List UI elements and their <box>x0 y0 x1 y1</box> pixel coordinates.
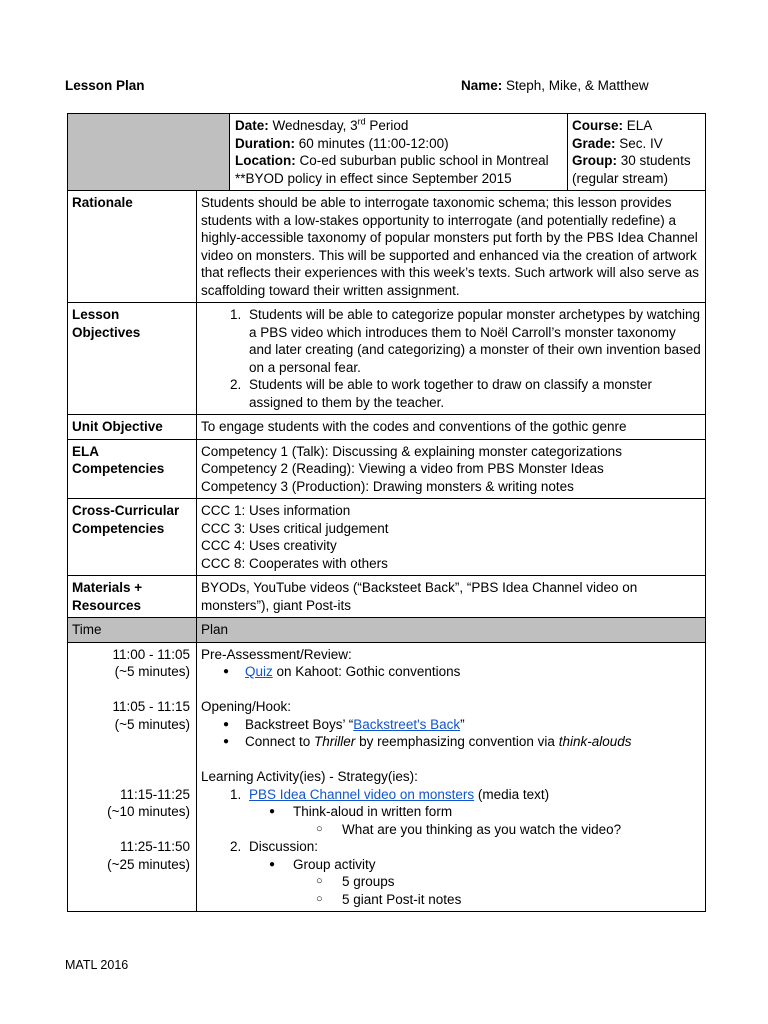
objective-item: 2. Students will be able to work together to draw on classify a monster assigned to them by the teacher. <box>245 376 701 411</box>
grade-line: Grade: Sec. IV <box>572 135 663 151</box>
plan-header: Plan <box>197 618 706 643</box>
list-item: ● Connect to Thriller by reemphasizing convention via think-alouds <box>245 733 701 751</box>
list-item: ● Group activity ○ 5 groups ○ 5 giant Post-it notes <box>289 856 701 909</box>
materials-row <box>68 576 706 618</box>
ccc-cell <box>197 499 706 576</box>
schedule-header-row <box>68 618 706 643</box>
list-item: ○ 5 giant Post-it notes <box>338 891 701 909</box>
ccc-line: CCC 4: Uses creativity <box>201 538 337 553</box>
rationale-label: Rationale <box>68 191 197 303</box>
lesson-plan-table <box>67 113 706 912</box>
list-item: ○ 5 groups <box>338 873 701 891</box>
plan-column <box>197 642 706 912</box>
backstreets-back-link[interactable]: Backstreet's Back <box>353 716 461 732</box>
ela-row <box>68 439 706 499</box>
time-range: 11:15-11:25 <box>119 786 190 802</box>
learning-activities-heading: Learning Activity(ies) - Strategy(ies): <box>201 769 418 784</box>
unit-objective-row <box>68 415 706 440</box>
opening-heading: Opening/Hook: <box>201 699 292 714</box>
ccc-line: CCC 1: Uses information <box>201 503 351 518</box>
list-item: ● Backstreet Boys’ “Backstreet's Back” <box>245 716 701 734</box>
time-duration: (~5 minutes) <box>114 664 190 679</box>
objectives-list <box>201 306 701 411</box>
ela-cell <box>197 439 706 499</box>
objective-item: 1. Students will be able to categorize popular monster archetypes by watching a PBS video which introduces them to Noël Carroll’s monster taxonomy and later creating (and categorizing) a monster of their own invention based on a personal fear. <box>245 306 701 376</box>
list-item: 2. Discussion: ● Group activity ○ 5 groups ○ 5 giant Post-it notes <box>245 838 701 908</box>
materials-text: BYODs, YouTube videos (“Backsteet Back”, “PBS Idea Channel video on monsters”), giant Post-its <box>197 576 706 618</box>
objectives-cell <box>197 303 706 415</box>
list-item: ● Think-aloud in written form ○ What are you thinking as you watch the video? <box>289 803 701 838</box>
author-names: Name: Steph, Mike, & Matthew <box>461 78 649 93</box>
rationale-row <box>68 191 706 303</box>
competency-line: Competency 3 (Production): Drawing monsters & writing notes <box>201 478 574 494</box>
info-row <box>68 114 706 191</box>
group-note: (regular stream) <box>572 170 669 186</box>
date-line: Date: Wednesday, 3rd Period <box>235 116 409 133</box>
pre-assessment-list <box>201 663 701 681</box>
time-range: 11:25-11:50 <box>119 839 190 854</box>
time-header: Time <box>68 618 197 643</box>
pre-assessment-heading: Pre-Assessment/Review: <box>201 646 352 662</box>
time-duration: (~5 minutes) <box>114 716 190 732</box>
schedule-row <box>68 642 706 912</box>
group-line: Group: 30 students <box>572 153 691 168</box>
page-footer: MATL 2016 <box>65 958 129 972</box>
page-header <box>65 78 705 96</box>
opening-list <box>201 716 701 751</box>
unit-objective-label: Unit Objective <box>68 415 197 440</box>
course-info-cell <box>568 114 706 191</box>
objectives-label: Lesson Objectives <box>68 303 197 415</box>
byod-note: **BYOD policy in effect since September 2015 <box>235 170 512 186</box>
time-duration: (~25 minutes) <box>107 856 190 872</box>
ccc-line: CCC 8: Cooperates with others <box>201 555 388 571</box>
time-range: 11:00 - 11:05 <box>112 646 190 662</box>
materials-label: Materials + Resources <box>68 576 197 618</box>
session-info-cell <box>230 114 568 191</box>
learning-activities-list <box>201 786 701 909</box>
rationale-text: Students should be able to interrogate taxonomic schema; this lesson provides students with a low-stakes opportunity to interrogate (and potentially redefine) a highly-accessible taxonomy of popular monsters put forth by the PBS Idea Channel video on monsters. This will be supported and enhanced via the creation of artwork that reflects their experiences with this week’s texts. Such artwork will also serve as scaffolding toward their written assignment. <box>197 191 706 303</box>
ccc-label: Cross-Curricular Competencies <box>68 499 197 576</box>
objectives-row <box>68 303 706 415</box>
ccc-row <box>68 499 706 576</box>
document-title: Lesson Plan <box>65 78 145 93</box>
duration-line: Duration: 60 minutes (11:00-12:00) <box>235 135 449 151</box>
competency-line: Competency 2 (Reading): Viewing a video from PBS Monster Ideas <box>201 461 604 476</box>
list-item: ● Quiz on Kahoot: Gothic conventions <box>245 663 701 681</box>
quiz-link[interactable]: Quiz <box>245 664 273 679</box>
list-item: ○ What are you thinking as you watch the video? <box>338 821 701 839</box>
pbs-video-link[interactable]: PBS Idea Channel video on monsters <box>249 786 475 802</box>
list-item: 1. PBS Idea Channel video on monsters (media text) ● Think-aloud in written form ○ What are you thinking as you watch the video? <box>245 786 701 839</box>
location-line: Location: Co-ed suburban public school in Montreal <box>235 153 549 168</box>
time-range: 11:05 - 11:15 <box>112 699 190 714</box>
ela-label: ELA Competencies <box>68 439 197 499</box>
time-column <box>68 642 197 912</box>
shaded-corner-cell <box>68 114 230 191</box>
course-line: Course: ELA <box>572 118 653 133</box>
ccc-line: CCC 3: Uses critical judgement <box>201 520 389 536</box>
time-duration: (~10 minutes) <box>107 804 190 819</box>
unit-objective-text: To engage students with the codes and conventions of the gothic genre <box>197 415 706 440</box>
competency-line: Competency 1 (Talk): Discussing & explaining monster categorizations <box>201 443 622 459</box>
